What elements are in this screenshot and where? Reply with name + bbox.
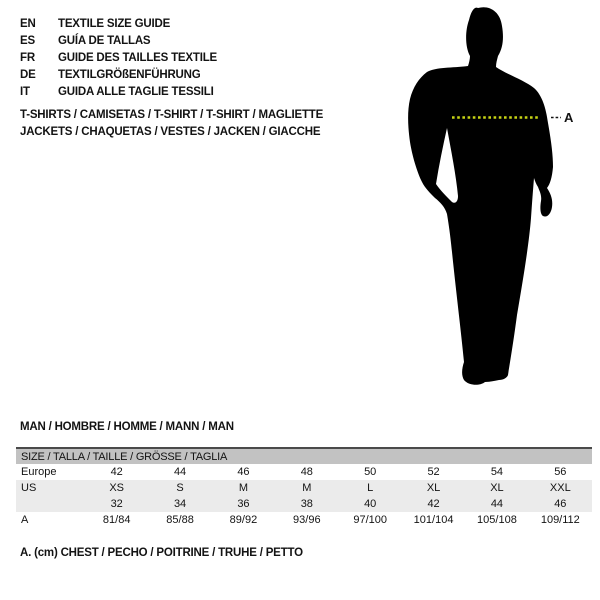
size-value: 42 (110, 466, 123, 478)
row-label: Europe (21, 466, 57, 478)
size-value: 46 (554, 498, 567, 510)
table-row-chest (16, 512, 592, 528)
size-value: M (302, 482, 312, 494)
section-title: MAN / HOMBRE / HOMME / MANN / MAN (20, 421, 234, 433)
size-value: 52 (427, 466, 440, 478)
size-value: 38 (300, 498, 313, 510)
size-value: 36 (237, 498, 250, 510)
size-value: 85/88 (166, 514, 194, 526)
size-value: 42 (427, 498, 440, 510)
language-code: DE (20, 68, 36, 81)
language-row (20, 83, 217, 100)
language-title: GUIDE DES TAILLES TEXTILE (58, 51, 217, 64)
size-value: 81/84 (102, 514, 131, 526)
size-value: 56 (554, 466, 567, 478)
language-code: IT (20, 85, 30, 98)
size-value: 109/112 (540, 514, 580, 526)
language-code: ES (20, 34, 35, 47)
language-row (20, 32, 217, 49)
size-value: 101/104 (413, 514, 454, 526)
language-title: TEXTILE SIZE GUIDE (58, 17, 171, 30)
size-value: 32 (110, 498, 123, 510)
size-value: 44 (173, 466, 187, 478)
language-title: GUÍA DE TALLAS (58, 34, 151, 47)
size-value: M (238, 482, 249, 494)
category-list (20, 107, 323, 141)
table-row-us-numeric (16, 496, 592, 512)
size-value: L (367, 482, 374, 494)
size-value: 105/108 (477, 514, 517, 526)
size-value: 89/92 (229, 514, 258, 526)
size-value: XXL (549, 482, 571, 494)
size-value: 44 (490, 498, 504, 510)
language-row (20, 49, 217, 66)
table-header: SIZE / TALLA / TAILLE / GRÖSSE / TAGLIA (16, 449, 592, 464)
language-list (20, 15, 217, 100)
measurement-footnote: A. (cm) CHEST / PECHO / POITRINE / TRUHE / PETTO (20, 547, 303, 559)
row-label: A (21, 514, 29, 526)
size-value: 48 (300, 466, 313, 478)
size-value: 93/96 (293, 514, 321, 526)
category-line-tshirts: T-SHIRTS / CAMISETAS / T-SHIRT / T-SHIRT / MAGLIETTE (20, 109, 324, 121)
language-code: FR (20, 51, 35, 64)
size-value: XL (490, 482, 504, 494)
row-label: US (21, 482, 37, 494)
measure-label: A (564, 110, 574, 125)
size-value: XS (109, 482, 125, 494)
language-row (20, 66, 217, 83)
size-value: 54 (490, 466, 504, 478)
language-row (20, 15, 217, 32)
category-line-jackets: JACKETS / CHAQUETAS / VESTES / JACKEN / GIACCHE (20, 126, 321, 138)
language-title: GUIDA ALLE TAGLIE TESSILI (58, 85, 214, 98)
size-value: XL (426, 482, 441, 494)
language-code: EN (20, 17, 36, 30)
size-value: 46 (237, 466, 250, 478)
size-value: 97/100 (353, 514, 388, 526)
size-value: S (176, 482, 184, 494)
size-value: 34 (173, 498, 187, 510)
man-silhouette-shape (408, 7, 553, 385)
size-value: 40 (364, 498, 377, 510)
size-table (16, 447, 592, 528)
size-value: 50 (364, 466, 377, 478)
language-title: TEXTILGRÖßENFÜHRUNG (58, 68, 201, 81)
man-silhouette-figure (390, 0, 600, 400)
table-row-us (16, 480, 592, 496)
table-row-europe (16, 464, 592, 480)
